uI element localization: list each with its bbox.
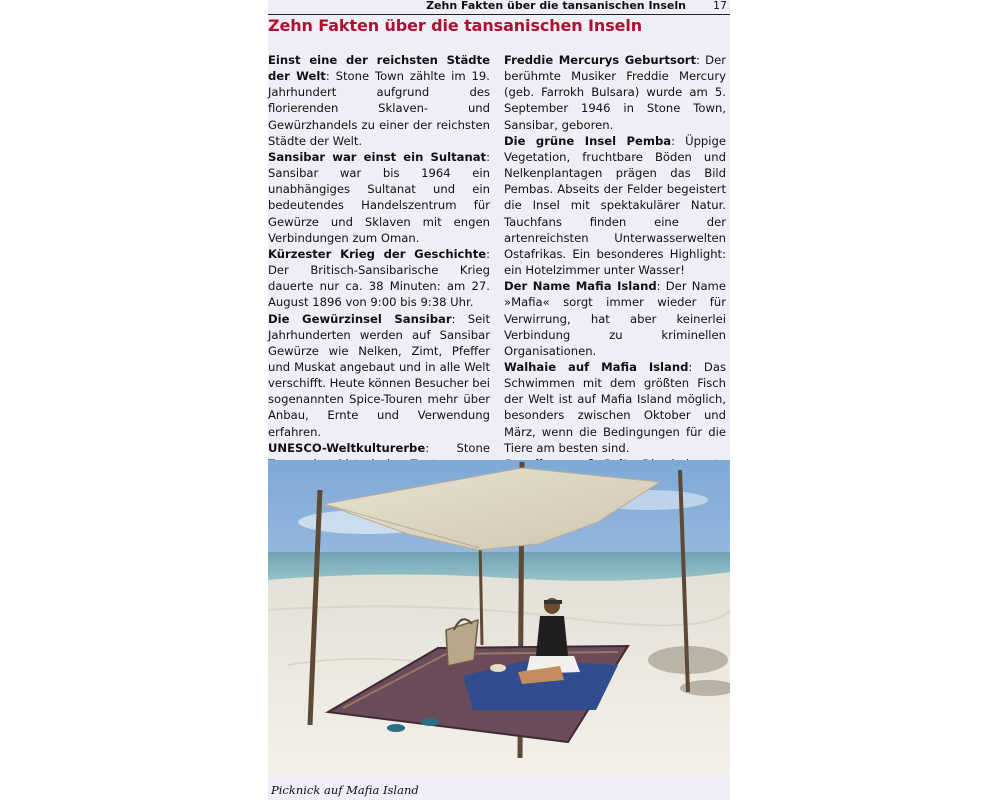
running-title: Zehn Fakten über die tansanischen Inseln [426, 0, 686, 12]
fact-paragraph [504, 52, 726, 133]
text-column-right [504, 52, 726, 504]
fact-title: Die Gewürzinsel Sansibar [268, 311, 452, 326]
magazine-page [268, 0, 730, 800]
fact-text: : Das Schwimmen mit dem größten Fisch der Welt ist auf Mafia Island möglich, besonders zwischen Oktober und März, wenn die Bedingungen für die Tiere am besten sind. [504, 359, 726, 455]
beach-picnic-photo [268, 460, 730, 776]
fact-title: UNESCO-Weltkulturerbe [268, 440, 426, 455]
fact-text: : Der Britisch-Sansibarische Krieg dauerte nur ca. 38 Minuten: am 27. August 1896 von 9:00 bis 9:38 Uhr. [268, 246, 490, 310]
fact-text: : Stone [425, 440, 490, 455]
fact-title: Der Name Mafia Island [504, 279, 657, 294]
photo-caption: Picknick auf Mafia Island [271, 783, 419, 797]
running-header [268, 0, 730, 15]
fact-title: Die grüne Insel Pemba [504, 133, 672, 148]
fact-text: : Der berühmte Musiker Freddie Mercury (geb. Farrokh Bulsara) wurde am 5. September 1946 in Stone Town, Sansibar, geboren. [504, 53, 726, 132]
fact-text: : Sansibar war bis 1964 ein unabhängiges Sultanat und ein bedeutendes Handelszentrum für Gewürze und Sklaven mit engen Verbindungen zum Oman. [268, 149, 490, 245]
fact-title: Kürzester Krieg der Geschichte [268, 246, 487, 261]
fact-title: Einst eine der reichsten Städte der Welt [268, 53, 490, 84]
fact-paragraph [268, 246, 490, 311]
fact-paragraph [268, 149, 490, 246]
fact-text: : Der Name »Mafia« sorgt immer wieder für Verwirrung, hat aber keinerlei Verbindung zu kriminellen Organisationen. [504, 279, 726, 358]
fact-paragraph [268, 52, 490, 149]
fact-text: : Seit Jahrhunderten werden auf Sansibar Gewürze wie Nelken, Zimt, Pfeffer und Muskat angebaut und in alle Welt verschifft. Heute können Besucher bei sogenannten Spice-Touren mehr über Anbau, Ernte und Verwendung erfahren. [268, 311, 490, 439]
fact-text: : Üppige Vegetation, fruchtbare Böden und Nelkenplantagen prägen das Bild Pembas. Abseits der Felder begeistert die Insel mit spektakulärer Natur. Tauchfans finden eine der artenreichsten Unterwasserwelten Ostafrikas. Ein besonderes Highlight: ein Hotelzimmer unter Wasser! [504, 133, 727, 278]
page-number: 17 [713, 0, 727, 12]
article-headline: Zehn Fakten über die tansanischen Inseln [268, 16, 643, 35]
fact-title: Freddie Mercurys Geburtsort [504, 53, 697, 67]
fact-paragraph [504, 278, 726, 359]
text-column-left [268, 52, 490, 504]
fact-paragraph [504, 359, 726, 456]
fact-text: : Stone Town zählte im 19. Jahrhundert aufgrund des florierenden Sklaven- und Gewürzhandels zu einer der reichsten Städte der Welt. [268, 69, 490, 148]
fact-title: Sansibar war einst ein Sultanat [268, 149, 487, 164]
fact-paragraph [504, 133, 726, 278]
fact-title: Walhaie auf Mafia Island [504, 359, 689, 374]
fact-paragraph [268, 311, 490, 440]
